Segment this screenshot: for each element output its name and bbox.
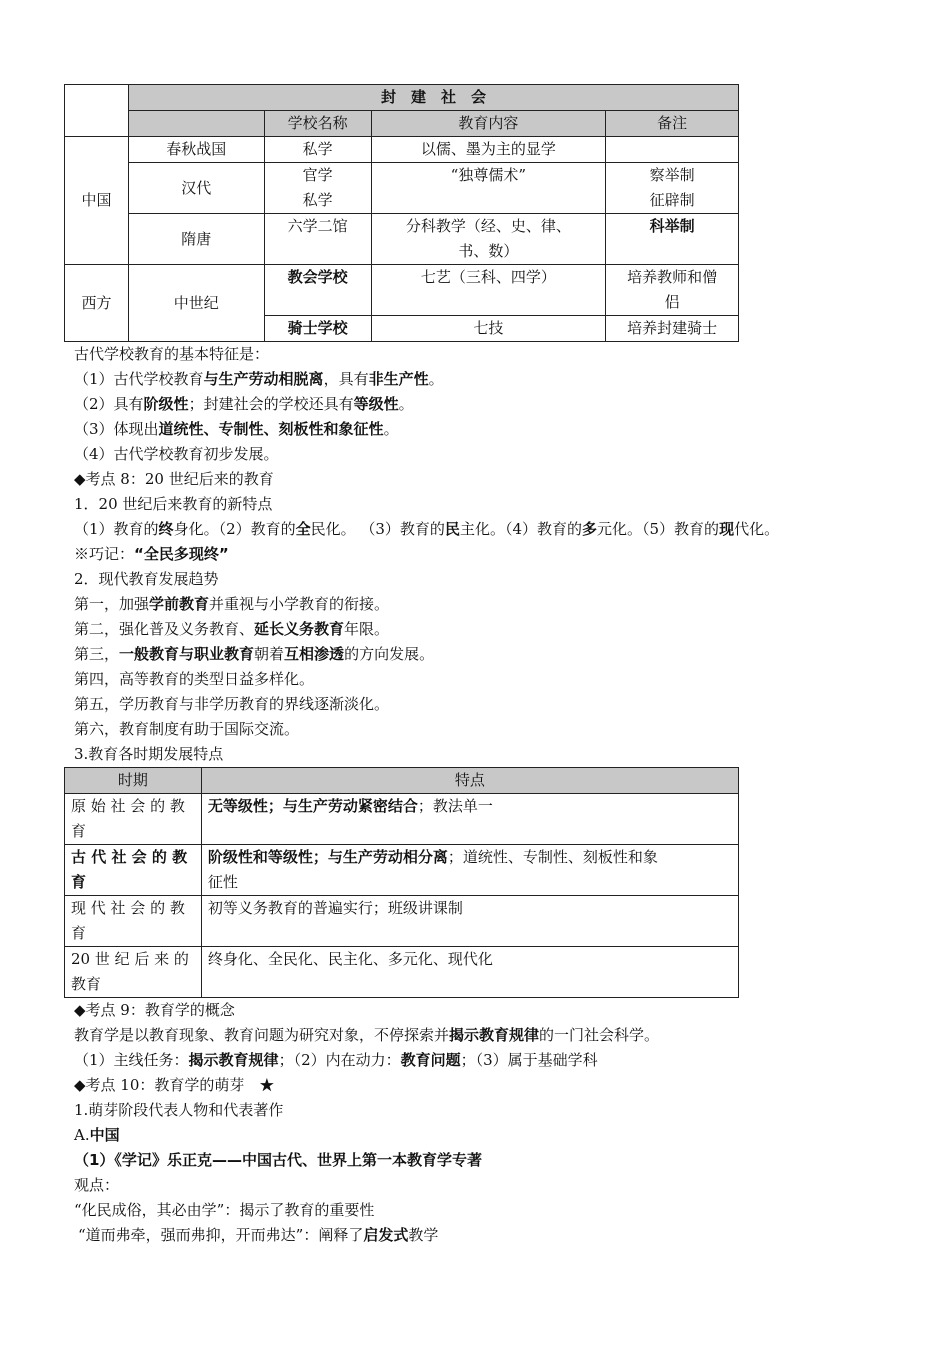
bold-text: 阶级性和等级性；与生产劳动相分离 — [207, 848, 448, 866]
subheading — [64, 1123, 894, 1148]
text-run: 的一门社会科学。 — [539, 1026, 660, 1044]
text-run: “道而弗牵，强而弗抑，开而弗达”：阐释了 — [78, 1226, 364, 1244]
school-cell — [264, 163, 371, 214]
text-run: 教学 — [408, 1226, 439, 1244]
bold-text: 民 — [444, 520, 460, 538]
bold-text: 启发式 — [363, 1226, 409, 1244]
bold-text: “全民多现终” — [134, 545, 229, 563]
text-run: ；道统性、专制性、刻板性和象 — [447, 848, 658, 866]
header-period: 时期 — [65, 768, 202, 794]
content-cell — [371, 214, 606, 265]
content-cell: 七艺（三科、四学） — [371, 265, 606, 316]
bold-text: 等级性 — [353, 395, 399, 413]
period-cell — [65, 794, 202, 845]
text-run: （1）教育的 — [74, 520, 159, 538]
period-line: 育 — [71, 822, 87, 840]
quote: “化民成俗，其必由学”：揭示了教育的重要性 — [74, 1201, 375, 1219]
text-run: ；（2）内在动力： — [278, 1051, 401, 1069]
feudal-society-table — [64, 84, 739, 342]
header-note: 备注 — [606, 111, 739, 137]
note-cell — [606, 265, 739, 316]
note-cell: 科举制 — [606, 214, 739, 265]
paragraph — [64, 1023, 894, 1048]
ancient-features-section — [64, 342, 894, 367]
school-cell: 六学二馆 — [264, 214, 371, 265]
text-run: 主化。（4）教育的 — [459, 520, 582, 538]
paragraph: 第四，高等教育的类型日益多样化。 — [74, 670, 315, 688]
text-run: ；教法单一 — [417, 797, 493, 815]
text-run: 。 — [428, 370, 444, 388]
text-run: 教育学是以教育现象、教育问题为研究对象，不停探索并 — [74, 1026, 450, 1044]
region-china: 中国 — [65, 137, 129, 265]
region-west: 西方 — [65, 265, 129, 342]
features-cell — [201, 845, 738, 896]
text-run: 。 — [383, 420, 399, 438]
paragraph: （4）古代学校教育初步发展。 — [74, 445, 279, 463]
period-line: 古 代 社 会 的 教 — [71, 848, 188, 866]
note-cell: 培养封建骑士 — [606, 316, 739, 342]
features-line — [208, 845, 732, 870]
bold-text: 延长义务教育 — [254, 620, 345, 638]
period-line: 育 — [71, 873, 87, 891]
bold-text: 互相渗透 — [284, 645, 345, 663]
note-line: 侣 — [664, 293, 680, 311]
text-run: 第一，加强 — [74, 595, 150, 613]
period-line: 20 世 纪 后 来 的 — [71, 950, 189, 968]
section-title: ◆考点 9：教育学的概念 — [74, 1001, 235, 1019]
header-school-name: 学校名称 — [264, 111, 371, 137]
paragraph — [64, 1148, 894, 1173]
paragraph — [64, 367, 894, 392]
content-cell: 以儒、墨为主的显学 — [371, 137, 606, 163]
period-cell — [65, 896, 202, 947]
text-run: 代化。 — [734, 520, 780, 538]
period-cell — [65, 947, 202, 998]
paragraph — [64, 642, 894, 667]
quote — [64, 1223, 894, 1248]
text-run: 民化。 （3）教育的 — [310, 520, 445, 538]
text-run: （2）具有 — [74, 395, 144, 413]
features-cell: 初等义务教育的普遍实行；班级讲课制 — [201, 896, 738, 947]
period-line: 教育 — [71, 975, 102, 993]
period-cell: 春秋战国 — [128, 137, 264, 163]
text-run: 第二，强化普及义务教育、 — [74, 620, 255, 638]
paragraph: 第五，学历教育与非学历教育的界线逐渐淡化。 — [74, 695, 390, 713]
text-run: 年限。 — [344, 620, 390, 638]
header-content: 教育内容 — [371, 111, 606, 137]
document-page — [64, 84, 894, 1248]
period-cell: 汉代 — [128, 163, 264, 214]
period-cell: 隋唐 — [128, 214, 264, 265]
school-cell: 教会学校 — [264, 265, 371, 316]
bold-text: 揭示教育规律 — [449, 1026, 540, 1044]
bold-text: 阶级性 — [143, 395, 189, 413]
school-line: 官学 — [302, 166, 333, 184]
bold-text: 中国 — [89, 1126, 120, 1144]
subsection-title: 1.萌芽阶段代表人物和代表著作 — [74, 1101, 284, 1119]
bold-text: 现 — [719, 520, 735, 538]
text-run: ，具有 — [323, 370, 369, 388]
bold-text: 揭示教育规律 — [188, 1051, 279, 1069]
mnemonic — [64, 542, 894, 567]
note-cell — [606, 163, 739, 214]
period-cell — [65, 845, 202, 896]
text-run: （3）体现出 — [74, 420, 159, 438]
period-line: 现 代 社 会 的 教 — [71, 899, 185, 917]
text-run: 并重视与小学教育的衔接。 — [209, 595, 390, 613]
paragraph — [64, 592, 894, 617]
school-cell: 骑士学校 — [264, 316, 371, 342]
school-cell: 私学 — [264, 137, 371, 163]
note-line: 培养教师和僧 — [627, 268, 718, 286]
bold-text: 无等级性；与生产劳动紧密结合 — [207, 797, 418, 815]
text-run: 朝着 — [254, 645, 285, 663]
text-run: 第三， — [74, 645, 120, 663]
subsection-title: 1．20 世纪后来教育的新特点 — [74, 495, 273, 513]
text-run: （1）主线任务： — [74, 1051, 189, 1069]
text-run: A. — [74, 1126, 90, 1144]
paragraph — [64, 1048, 894, 1073]
period-line: 原 始 社 会 的 教 — [71, 797, 185, 815]
text-run: （1）古代学校教育 — [74, 370, 204, 388]
bold-text: 教育问题 — [400, 1051, 461, 1069]
bold-text: 学前教育 — [149, 595, 210, 613]
period-features-table — [64, 767, 739, 998]
paragraph — [64, 517, 894, 542]
bold-text: 终 — [158, 520, 174, 538]
note-line: 察举制 — [649, 166, 695, 184]
subsection-title: 3.教育各时期发展特点 — [74, 745, 224, 763]
text-run: ※巧记： — [74, 545, 135, 563]
paragraph: 古代学校教育的基本特征是： — [74, 345, 270, 363]
content-line: 书、数） — [458, 242, 519, 260]
text-run: 的方向发展。 — [344, 645, 435, 663]
header-features: 特点 — [201, 768, 738, 794]
section-title: ◆考点 8：20 世纪后来的教育 — [74, 470, 274, 488]
text-run: 元化。（5）教育的 — [597, 520, 720, 538]
period-line: 育 — [71, 924, 87, 942]
table-title: 封 建 社 会 — [128, 85, 738, 111]
bold-text: 全 — [295, 520, 311, 538]
bold-text: 与生产劳动相脱离 — [203, 370, 324, 388]
bold-text: （1）《学记》乐正克——中国古代、世界上第一本教育学专著 — [74, 1151, 482, 1169]
table-header-blank — [128, 111, 264, 137]
text-run: 身化。（2）教育的 — [173, 520, 296, 538]
bold-text: 多 — [582, 520, 598, 538]
note-cell — [606, 137, 739, 163]
paragraph: 观点： — [74, 1176, 120, 1194]
paragraph — [64, 417, 894, 442]
paragraph — [64, 617, 894, 642]
content-cell: “独尊儒术” — [371, 163, 606, 214]
school-line: 私学 — [302, 191, 333, 209]
paragraph — [64, 392, 894, 417]
bold-text: 非生产性 — [368, 370, 429, 388]
text-run: 。 — [398, 395, 414, 413]
note-line: 征辟制 — [649, 191, 695, 209]
content-line: 分科教学（经、史、律、 — [405, 217, 571, 235]
text-run: ；（3）属于基础学科 — [460, 1051, 598, 1069]
bold-text: 道统性、专制性、刻板性和象征性 — [158, 420, 384, 438]
paragraph: 第六，教育制度有助于国际交流。 — [74, 720, 300, 738]
text-run: ；封建社会的学校还具有 — [188, 395, 354, 413]
features-cell — [201, 794, 738, 845]
section-title: ◆考点 10：教育学的萌芽 ★ — [74, 1076, 275, 1094]
period-cell: 中世纪 — [128, 265, 264, 342]
features-cell: 终身化、全民化、民主化、多元化、现代化 — [201, 947, 738, 998]
features-line: 征性 — [207, 873, 238, 891]
bold-text: 一般教育与职业教育 — [119, 645, 255, 663]
content-cell: 七技 — [371, 316, 606, 342]
subsection-title: 2．现代教育发展趋势 — [74, 570, 219, 588]
table-corner-cell — [65, 85, 129, 137]
